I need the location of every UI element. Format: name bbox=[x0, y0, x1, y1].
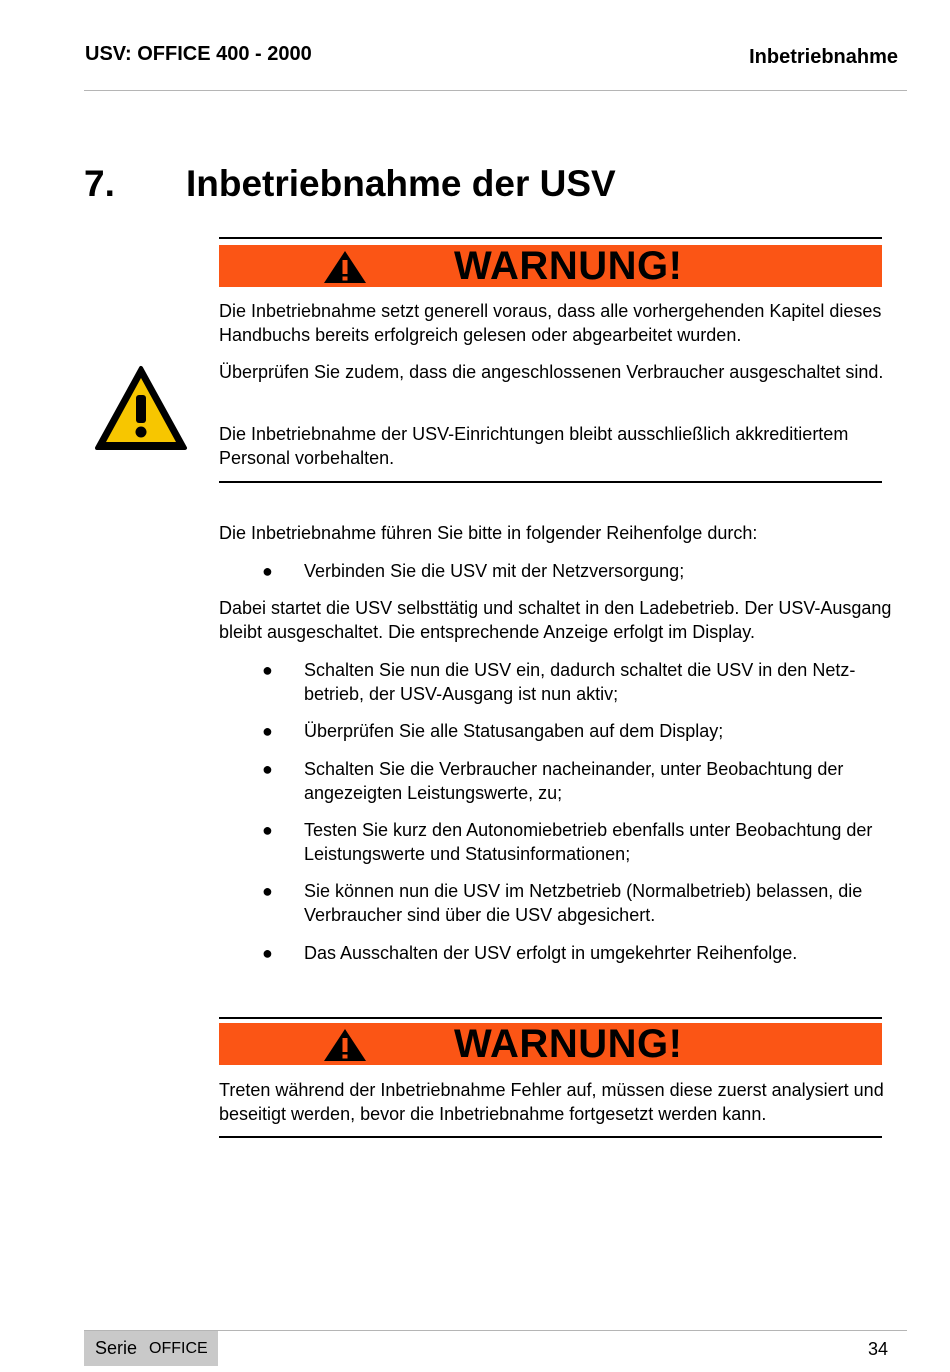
footer-office: OFFICE bbox=[149, 1340, 208, 1357]
list-item: Schalten Sie die Verbraucher nacheinander, unter Beobachtung der angezeigten Leistungswerte, zu; bbox=[304, 759, 844, 803]
list-item: Testen Sie kurz den Autonomiebetrieb ebenfalls unter Beobachtung der Leistungswerte und Statusinformationen; bbox=[304, 820, 873, 864]
warning2-top-rule bbox=[219, 1017, 882, 1019]
header-section: Inbetriebnahme bbox=[749, 46, 898, 68]
warning2-banner bbox=[219, 1023, 882, 1065]
header-divider bbox=[84, 90, 907, 91]
bullet-icon: ● bbox=[262, 943, 273, 963]
warning1-paragraph-3: Die Inbetriebnahme der USV-Einrichtungen bleibt ausschließlich akkreditiertem Personal vorbehalten. bbox=[219, 424, 849, 468]
warning1-bottom-rule bbox=[219, 481, 882, 483]
procedure-intro: Die Inbetriebnahme führen Sie bitte in folgender Reihenfolge durch: bbox=[219, 523, 758, 543]
bullet-icon: ● bbox=[262, 721, 273, 741]
list-item: Verbinden Sie die USV mit der Netzversorgung; bbox=[304, 561, 685, 581]
list-item: Überprüfen Sie alle Statusangaben auf dem Display; bbox=[304, 721, 724, 741]
page-number: 34 bbox=[867, 1339, 888, 1359]
chapter-number: 7. bbox=[84, 163, 115, 204]
bullet-icon: ● bbox=[262, 881, 273, 901]
bullet-icon: ● bbox=[262, 759, 273, 779]
warning1-paragraph-2: Überprüfen Sie zudem, dass die angeschlossenen Verbraucher ausgeschaltet sind. bbox=[219, 362, 884, 382]
list-item: Sie können nun die USV im Netzbetrieb (Normalbetrieb) belassen, die Verbraucher sind über die USV abgesichert. bbox=[304, 881, 863, 925]
warning1-banner bbox=[219, 245, 882, 287]
bullet-icon: ● bbox=[262, 660, 273, 680]
warning-triangle-icon bbox=[323, 250, 367, 284]
procedure-middle-text: Dabei startet die USV selbsttätig und schaltet in den Ladebetrieb. Der USV-Ausgang bleibt ausgeschaltet. Die entsprechende Anzeige erfolgt im Display. bbox=[219, 598, 892, 642]
bullet-icon: ● bbox=[262, 561, 273, 581]
chapter-title: Inbetriebnahme der USV bbox=[186, 163, 616, 204]
warning2-label: WARNUNG! bbox=[454, 1022, 683, 1066]
list-item: Schalten Sie nun die USV ein, dadurch schaltet die USV in den Netz-betrieb, der USV-Ausgang ist nun aktiv; bbox=[304, 660, 856, 704]
warning2-bottom-rule bbox=[219, 1136, 882, 1138]
warning2-text: Treten während der Inbetriebnahme Fehler auf, müssen diese zuerst analysiert und beseitigt werden, bevor die Inbetriebnahme fortgesetzt werden kann. bbox=[219, 1080, 884, 1124]
list-item: Das Ausschalten der USV erfolgt in umgekehrter Reihenfolge. bbox=[304, 943, 798, 963]
bullet-icon: ● bbox=[262, 820, 273, 840]
footer-series: Serie bbox=[95, 1338, 138, 1358]
warning1-top-rule bbox=[219, 237, 882, 239]
warning1-paragraph-1: Die Inbetriebnahme setzt generell voraus, dass alle vorhergehenden Kapitel dieses Handbuchs bereits erfolgreich gelesen oder abgearbeitet wurden. bbox=[219, 301, 882, 345]
warning1-label: WARNUNG! bbox=[454, 244, 683, 288]
caution-sign-icon bbox=[94, 365, 188, 451]
header-title: USV: OFFICE 400 - 2000 bbox=[85, 43, 312, 65]
warning-triangle-icon bbox=[323, 1028, 367, 1062]
